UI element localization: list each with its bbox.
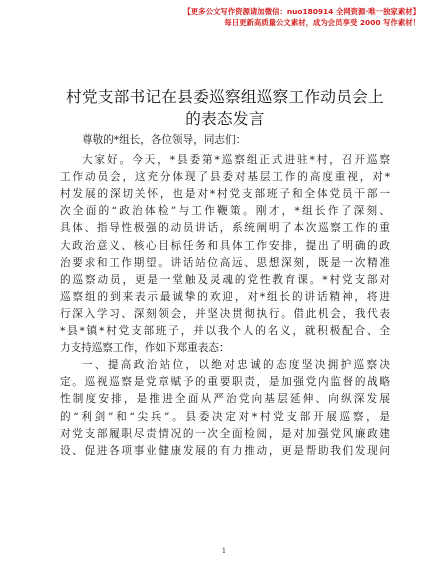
body-line: 治要求和工作期望。讲话站位高远、思想深刻，既是一次精准 <box>60 256 390 269</box>
body-line: 性制度安排，是推进全面从严治党向基层延伸、向纵深发展 <box>60 393 390 406</box>
body-line: 力支持巡察工作，作如下郑重表态： <box>60 342 230 355</box>
body-line: 设、促进各项事业健康发展的有力推动，更是帮助我们发现问 <box>60 444 390 457</box>
body-line: 的巡察动员，更是一堂触及灵魂的党性教育课。*村党支部对 <box>60 273 390 286</box>
promo-banner-line-1: 【更多公文写作资源请加微信：nuo180914 全网资源·唯一独家素材】 <box>183 7 420 16</box>
page-number: 1 <box>221 547 227 555</box>
body-line: 行深入学习、深刻领会，并坚决贯彻执行。借此机会，我代表 <box>60 307 390 320</box>
body-line: 对党支部履职尽责情况的一次全面检阅，是对加强党风廉政建 <box>60 427 390 440</box>
body-line: 一、提高政治站位，以绝对忠诚的态度坚决拥护巡察决 <box>82 359 390 372</box>
body-line: 工作动员会，这充分体现了县委对基层工作的高度重视，对* <box>60 171 390 184</box>
body-line: 的“利剑”和“尖兵”。县委决定对*村党支部开展巡察，是 <box>60 410 390 423</box>
document-title <box>40 86 410 130</box>
title-line: 的表态发言 <box>185 110 265 128</box>
body-line: 巡察组的到来表示最诚挚的欢迎，对*组长的讲话精神，将进 <box>60 290 390 303</box>
salutation: 尊敬的*组长，各位领导，同志们： <box>82 134 247 146</box>
promo-banner <box>90 6 420 28</box>
body-line: 次全面的“政治体检”与工作鞭策。刚才，*组长作了深刻、 <box>60 205 390 218</box>
document-body <box>60 132 390 460</box>
body-line: 定。巡视巡察是党章赋予的重要职责，是加强党内监督的战略 <box>60 376 390 389</box>
body-line: 大家好。今天，*县委第*巡察组正式进驻*村，召开巡察 <box>82 154 390 167</box>
body-line: 具体、指导性极强的动员讲话，系统阐明了本次巡察工作的重 <box>60 222 390 235</box>
promo-banner-line-2: 每日更新高质量公文素材，成为会员享受 2000 写作素材！ <box>224 18 420 27</box>
body-line: 村发展的深切关怀，也是对*村党支部班子和全体党员干部一 <box>60 188 390 201</box>
body-line: *县*镇*村党支部班子，并以我个人的名义，就积极配合、全 <box>60 325 390 338</box>
body-line: 大政治意义、核心目标任务和具体工作安排，提出了明确的政 <box>60 239 390 252</box>
title-line: 村党支部书记在县委巡察组巡察工作动员会上 <box>66 88 384 106</box>
